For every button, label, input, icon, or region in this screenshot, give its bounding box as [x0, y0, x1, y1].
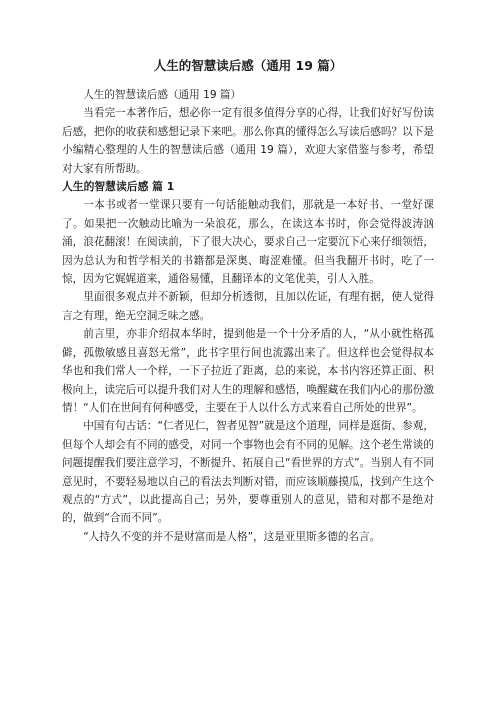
section-heading: 人生的智慧读后感 篇 1 — [62, 180, 175, 194]
body-paragraph-4: 中国有句古话：“仁者见仁，智者见智”就是这个道理，同样是逛街、参观，但每个人却会有不同的感受，对同一个事物也会有不同的见解。这个老生常谈的问题提醒我们要注意学习，不断提升、拓展自己“看世界的方式”。当别人有不同意见时，不要轻易地以自己的看法去判断对错，而应该顺藤摸瓜，找到产生这个观点的“方式”，以此提高自己；另外，要尊重别人的意见，错和对都不是绝对的，做到“合而不同”。 — [62, 420, 434, 525]
body-paragraph-2: 里面很多观点并不新颖，但却分析透彻，且加以佐证，有理有据，使人觉得言之有理，绝无空洞乏味之感。 — [62, 291, 434, 322]
document-title: 人生的智慧读后感（通用 19 篇） — [153, 58, 343, 73]
subtitle-line: 人生的智慧读后感（通用 19 篇） — [83, 89, 242, 101]
intro-paragraph: 当看完一本著作后，想必你一定有很多值得分享的心得，让我们好好写份读后感，把你的收获和感想记录下来吧。那么你真的懂得怎么写读后感吗？以下是小编精心整理的人生的智慧读后感（通用 19 篇），欢迎大家借鉴与参考，希望对大家有所帮助。 — [62, 107, 434, 175]
body-paragraph-5: “人持久不变的并不是财富而是人格”，这是亚里斯多德的名言。 — [83, 530, 381, 543]
document-page — [62, 58, 434, 546]
body-paragraph-3: 前言里，亦非介绍叔本华时，提到他是一个十分矛盾的人，“从小就性格孤僻，孤傲敏感且喜怒无常”，此书字里行间也流露出来了。但这样也会觉得叔本华也和我们常人一个样，一下子拉近了距离，总的来说，本书内容还算正面、积极向上，读完后可以提升我们对人生的理解和感悟，唤醒藏在我们内心的那份激情！“人们在世间有何种感受，主要在于人以什么方式来看自己所处的世界”。 — [62, 328, 434, 414]
body-paragraph-1: 一本书或者一堂课只要有一句话能触动我们，那就是一本好书、一堂好课了。如果把一次触动比喻为一朵浪花，那么，在读这本书时，你会觉得波涛汹涌，浪花翻滚！在阅读前，下了很大决心，要求自己一定要沉下心来仔细领悟，因为总认为和哲学相关的书籍都是深奥、晦涩难懂。但当我翻开书时，吃了一惊，因为它娓娓道来，通俗易懂，且翻译本的文笔优美，引人入胜。 — [62, 199, 434, 286]
